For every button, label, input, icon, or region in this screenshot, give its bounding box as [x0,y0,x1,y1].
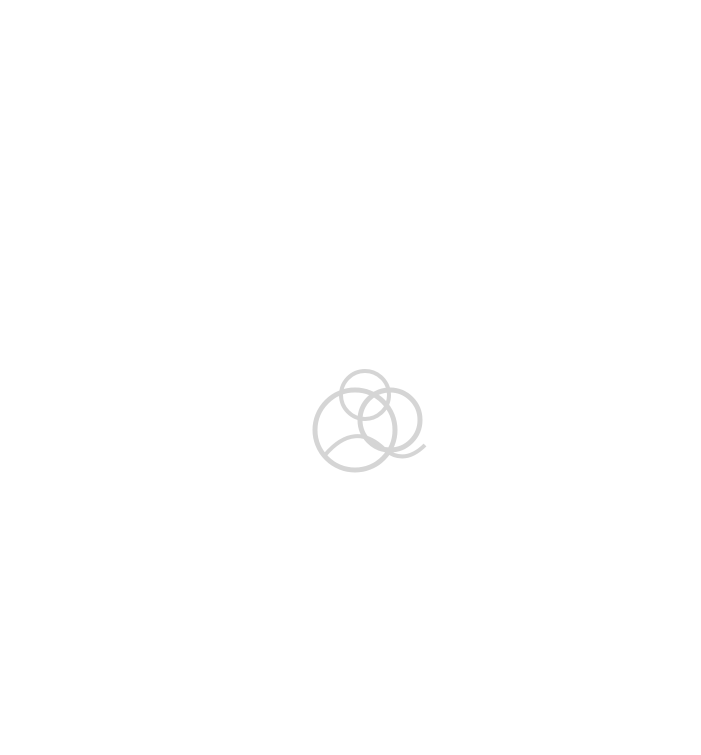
watermark [305,360,435,520]
footer-strip [0,739,701,755]
ms-deq-seal-icon [305,360,435,480]
